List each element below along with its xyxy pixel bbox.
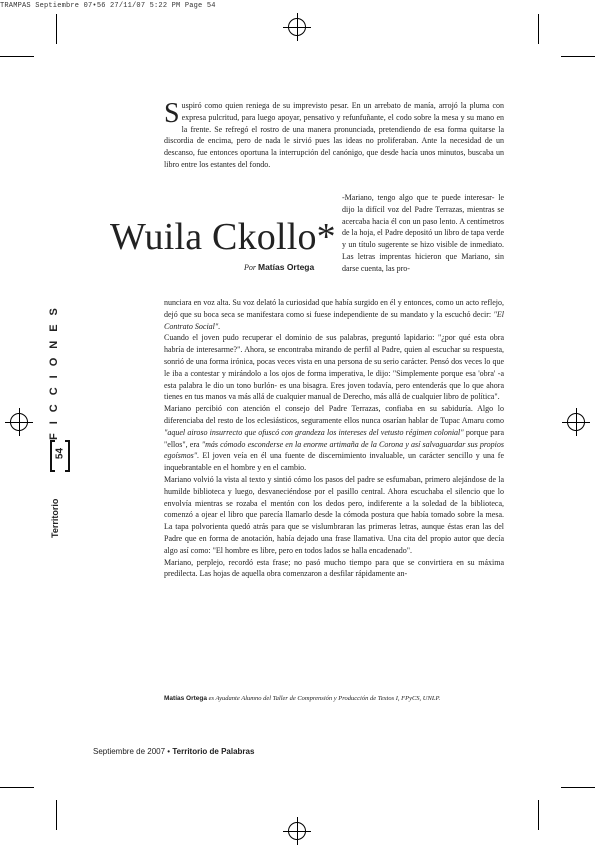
- intro-paragraph: [164, 100, 504, 171]
- body-text: porque para "ellos", era: [164, 427, 505, 449]
- page-number: 54: [54, 447, 66, 460]
- body-quote: "El Contrato Social".: [164, 309, 504, 331]
- article-title: Wuila Ckollo*: [110, 216, 336, 258]
- registration-mark-top: [288, 18, 306, 36]
- brand-label: Territorio: [50, 498, 60, 538]
- intro-text: uspiró como quien reniega de su imprevisto pesar. En un arrebato de manía, arrojó la pluma con expresa pulcritud, para luego apoyar, pensativo y refunfuñante, el codo sobre la mesa y su mano en la frente. Se refregó el rostro de una manera pronunciada, pretendiendo de esa forma quitarse la discordia de encima, pero de nada le sirvió pues las ideas no proliferaban. Ante la necesidad de un descanso, fue entonces oportuna la interrupción del canónigo, que desde hacía unos minutos, buscaba un libro entre los estantes del fondo.: [164, 101, 504, 169]
- body-paragraph: Mariano volvió la vista al texto y sintió cómo los pasos del padre se esfumaban, primero alejándose de la humilde biblioteca y luego, desvaneciéndose por el pasillo central. Ahora escuchaba el silencio que lo envolvía mientras se rozaba el mentón con los dedos pero, indiferente a la soledad de la biblioteca, comenzó a ojear el libro que parecía llamarlo desde la cómoda postura que había tomado sobre la mesa. La tapa polvorienta quedó atrás para que se vislumbraran las primeras letras, aunque éstas eran las del Padre que en forma de anotación, había dejado una frase llamativa. Una cita del propio autor que decía algo así como: "El hombre es libre, pero en todos lados se halla encadenado".: [164, 474, 504, 555]
- body-quote: "aquel airoso insurrecto que ofuscó con grandeza los intereses del vetusto régimen colonial": [164, 427, 464, 437]
- body-quote: "más cómodo esconderse en la enorme artimaña de la Corona y así salvaguardar sus propios egoísmos".: [164, 439, 504, 461]
- right-column-text: [342, 192, 504, 275]
- footer-bullet: •: [167, 747, 171, 756]
- bracket-right-icon: [65, 440, 70, 472]
- body-paragraph: [164, 297, 504, 332]
- drop-cap: S: [164, 98, 180, 129]
- byline: [244, 262, 314, 272]
- print-slug: TRAMPAS Septiembre 07•56 27/11/07 5:22 PM Page 54: [0, 2, 216, 10]
- article-body: [164, 297, 504, 580]
- crop-mark: [56, 800, 57, 830]
- registration-mark-bottom: [288, 822, 306, 840]
- footer-publication: Territorio de Palabras: [172, 747, 255, 756]
- byline-prefix: Por: [244, 263, 256, 272]
- crop-mark: [538, 14, 539, 44]
- section-label: FICCIONES: [48, 299, 60, 440]
- footnote-text: es Ayudante Alumno del Taller de Comprensión y Producción de Textos I, FPyCS, UNLP.: [207, 695, 441, 702]
- author-name: Matías Ortega: [258, 262, 315, 272]
- footer-date: Septiembre de 2007: [93, 747, 166, 756]
- body-paragraph: Cuando el joven pudo recuperar el dominio de sus palabras, preguntó lapidario: "¿por qué esta obra habría de interesarme?". Ahora, se encontraba mirando de perfil al Padre, quien al escuchar su respuesta, sonrió de una forma irónica, pocas veces vista en una persona de su serio carácter. Pensó dos veces lo que le iba a contestar y mirándolo a los ojos de forma imperativa, le dijo: "Simplemente porque esa 'obra' -a esta palabra le dio un tono burlón- es una bisagra. Eres joven todavía, pero entenderás que lo que ahora tienes en tus manos va más allá de cualquier manual de Derecho, más allá de cualquier libro de política".: [164, 333, 504, 402]
- registration-mark-left: [10, 413, 28, 431]
- crop-mark: [56, 14, 57, 44]
- body-paragraph: Mariano, perplejo, recordó esta frase; no pasó mucho tiempo para que se convirtiera en su máxima predilecta. Las hojas de aquella obra comenzaron a desfilar rápidamente an-: [164, 557, 504, 579]
- crop-mark: [561, 787, 595, 788]
- crop-mark: [0, 787, 34, 788]
- author-footnote: [164, 694, 504, 704]
- body-paragraph: [164, 403, 504, 474]
- body-text: El joven veía en él una fuente de discernimiento invaluable, un carácter sencillo y una fe inquebrantable en el hombre y en el cambio.: [164, 451, 504, 473]
- crop-mark: [538, 800, 539, 830]
- page-number-badge: [50, 440, 70, 472]
- column-paragraph: -Mariano, tengo algo que te puede interesar- le dijo la difícil voz del Padre Terrazas, mientras se acercaba hacia él con un paso lento. A centímetros de la hoja, el Padre depositó un libro de tapa verde y un título sugerente se hizo visible de inmediato. Las letras imprentas hicieron que Mariano, sin darse cuenta, las pro-: [342, 193, 504, 273]
- crop-mark: [561, 56, 595, 57]
- page-footer: [93, 747, 254, 756]
- body-text: Mariano percibió con atención el consejo del Padre Terrazas, confiaba en su sabiduría. Algo lo diferenciaba del resto de los eclesiásticos, seguramente ellos nunca osarían hablar de Tupac Amaru como: [164, 404, 504, 425]
- crop-mark: [0, 56, 34, 57]
- body-text: nunciara en voz alta. Su voz delató la curiosidad que había surgido en él y entonces, como un acto reflejo, dejó que su boca seca se manifestara como si fuese independiente de su mandato y la escuchó decir:: [164, 298, 504, 319]
- footnote-author: Matías Ortega: [164, 695, 207, 702]
- registration-mark-right: [567, 413, 585, 431]
